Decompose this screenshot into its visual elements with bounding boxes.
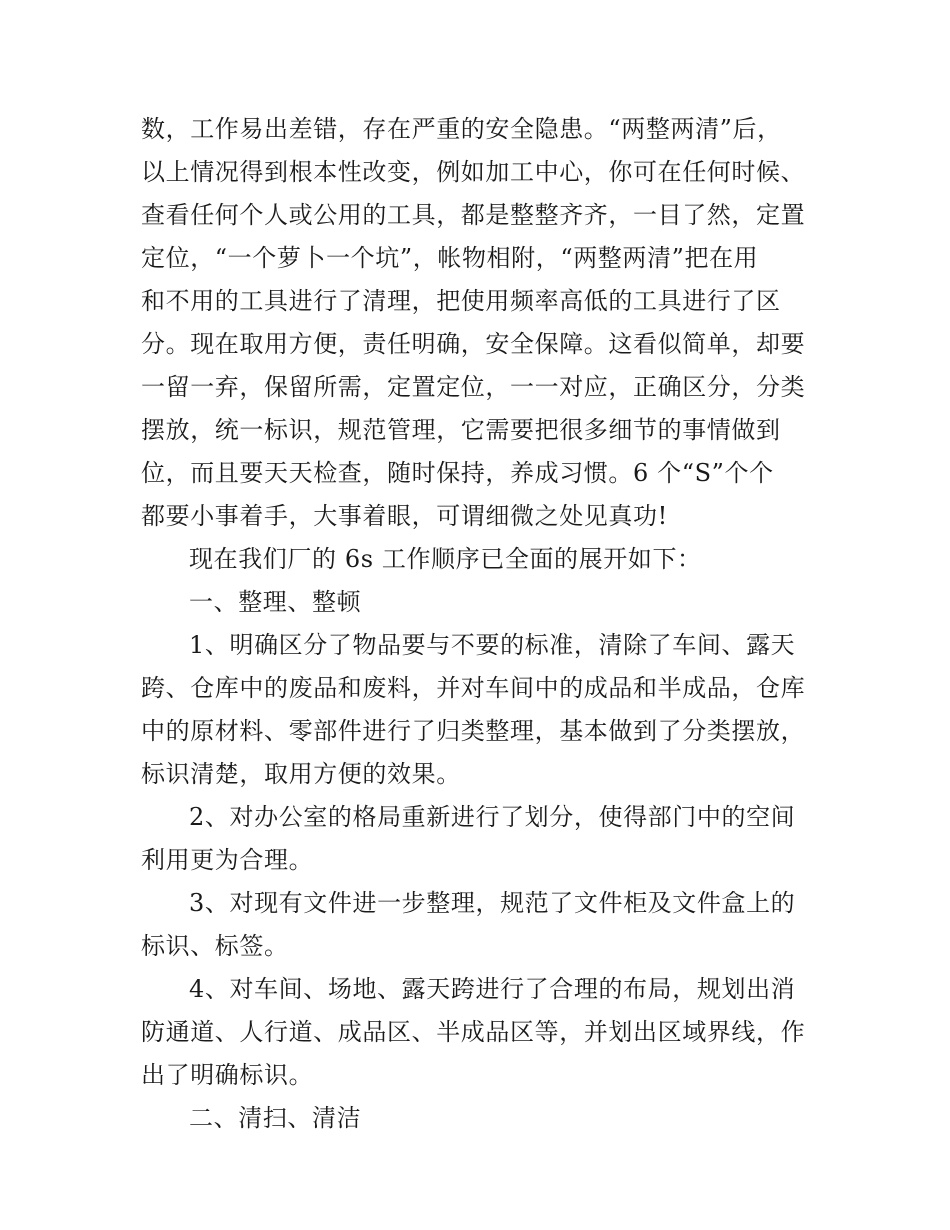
section-heading: 二、清扫、清洁 xyxy=(189,1104,362,1132)
section-heading: 一、整理、整顿 xyxy=(189,588,362,616)
text-line: 以上情况得到根本性改变，例如加工中心，你可在任何时候、 xyxy=(141,158,806,186)
list-item-text: 1、明确区分了物品要与不要的标准，清除了车间、露天 xyxy=(189,631,796,659)
text-line: 定位，“一个萝卜一个坑”，帐物相附，“两整两清”把在用 xyxy=(141,244,759,272)
text-line: 标识清楚，取用方便的效果。 xyxy=(141,760,461,788)
list-item-text: 2、对办公室的格局重新进行了划分，使得部门中的空间 xyxy=(189,803,796,831)
text-line: 数，工作易出差错，存在严重的安全隐患。“两整两清”后， xyxy=(141,115,782,143)
text-line: 标识、标签。 xyxy=(141,932,289,960)
text-line: 位，而且要天天检查，随时保持，养成习惯。6 个“S”个个 xyxy=(141,459,774,487)
text-line: 查看任何个人或公用的工具，都是整整齐齐，一目了然，定置 xyxy=(141,201,806,229)
paragraph-intro: 现在我们厂的 6s 工作顺序已全面的展开如下： xyxy=(189,545,702,573)
text-line: 防通道、人行道、成品区、半成品区等，并划出区域界线，作 xyxy=(141,1018,806,1046)
list-item-text: 3、对现有文件进一步整理，规范了文件柜及文件盒上的 xyxy=(189,889,796,917)
text-line: 和不用的工具进行了清理，把使用频率高低的工具进行了区 xyxy=(141,287,781,315)
text-line: 跨、仓库中的废品和废料，并对车间中的成品和半成品，仓库 xyxy=(141,674,806,702)
text-line: 摆放，统一标识，规范管理，它需要把很多细节的事情做到 xyxy=(141,416,781,444)
text-line: 中的原材料、零部件进行了归类整理，基本做到了分类摆放， xyxy=(141,717,806,745)
text-line: 一留一弃，保留所需，定置定位，一一对应，正确区分，分类 xyxy=(141,373,806,401)
text-line: 出了明确标识。 xyxy=(141,1061,314,1089)
text-line: 都要小事着手，大事着眼，可谓细微之处见真功! xyxy=(141,502,668,530)
text-line: 利用更为合理。 xyxy=(141,846,314,874)
text-line: 分。现在取用方便，责任明确，安全保障。这看似简单，却要 xyxy=(141,330,806,358)
list-item-text: 4、对车间、场地、露天跨进行了合理的布局，规划出消 xyxy=(189,975,796,1003)
